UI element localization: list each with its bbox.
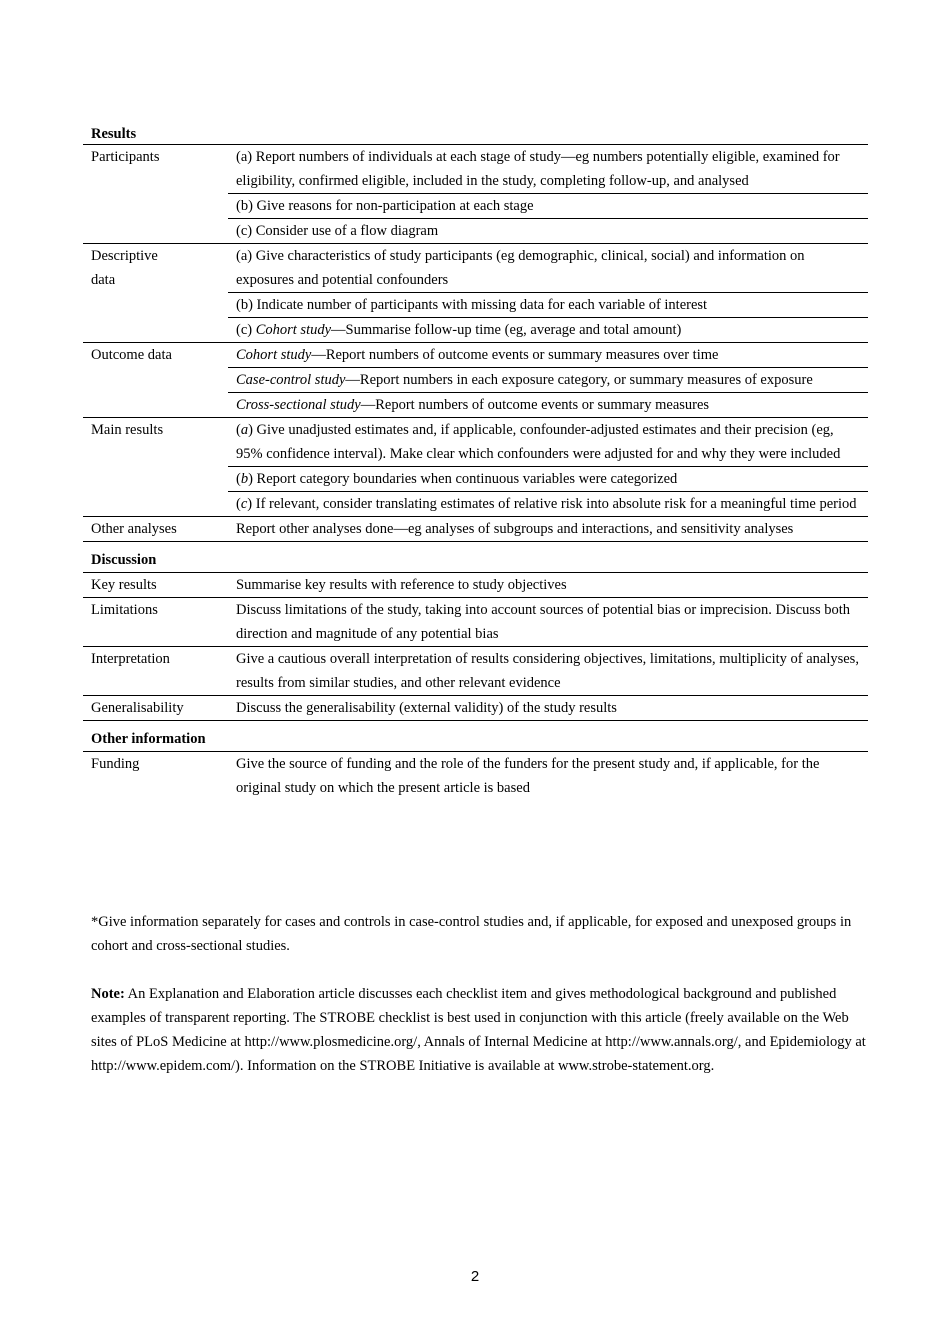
section-heading-results: Results [83,124,868,145]
item-participants-b: (b) Give reasons for non-participation at each stage [228,194,868,219]
table-row [83,244,868,293]
item-other-analyses: Report other analyses done—eg analyses of subgroups and interactions, and sensitivity analyses [228,517,868,542]
item-descriptive-a: (a) Give characteristics of study participants (eg demographic, clinical, social) and information on exposures and potential confounders [228,244,868,293]
topic-key-results: Key results [83,573,228,598]
topic-descriptive-data: Descriptive data [83,244,228,343]
section-row-discussion [83,542,868,573]
section-heading-discussion: Discussion [83,542,868,573]
note-label: Note: [91,986,125,1002]
item-main-b: (b) Report category boundaries when continuous variables were categorized [228,467,868,492]
item-outcome-cross-sectional: Cross-sectional study—Report numbers of outcome events or summary measures [228,393,868,418]
item-interpretation: Give a cautious overall interpretation of results considering objectives, limitations, multiplicity of analyses, results from similar studies, and other relevant evidence [228,647,868,696]
section-row-results [83,124,868,145]
table-row [83,647,868,696]
item-descriptive-c: (c) Cohort study—Summarise follow-up time (eg, average and total amount) [228,318,868,343]
section-row-other-information [83,721,868,752]
table-row [83,418,868,467]
checklist-page [83,124,868,800]
table-row [83,752,868,801]
table-row [83,343,868,368]
page-number: 2 [470,1268,480,1285]
topic-funding: Funding [91,756,140,772]
item-key-results: Summarise key results with reference to study objectives [228,573,868,598]
section-heading-other-information: Other information [83,721,868,752]
item-funding: Give the source of funding and the role of the funders for the present study and, if applicable, for the original study on which the present article is based [236,756,820,796]
topic-generalisability: Generalisability [83,696,228,721]
item-outcome-cohort: Cohort study—Report numbers of outcome events or summary measures over time [228,343,868,368]
strobe-checklist-table [83,124,868,800]
item-participants-c: (c) Consider use of a flow diagram [228,219,868,244]
item-main-a: (a) Give unadjusted estimates and, if applicable, confounder-adjusted estimates and their precision (eg, 95% confidence interval). Make clear which confounders were adjusted for and why they were included [228,418,868,467]
table-row [83,696,868,721]
note-paragraph [91,982,866,1078]
table-row [83,517,868,542]
topic-other-analyses: Other analyses [83,517,228,542]
table-row [83,145,868,194]
item-generalisability: Discuss the generalisability (external validity) of the study results [228,696,868,721]
item-descriptive-b: (b) Indicate number of participants with missing data for each variable of interest [228,293,868,318]
table-row [83,598,868,647]
notes-block [91,910,866,1102]
topic-main-results: Main results [83,418,228,517]
table-row [83,573,868,598]
topic-interpretation: Interpretation [83,647,228,696]
item-outcome-case-control: Case-control study—Report numbers in each exposure category, or summary measures of exposure [228,368,868,393]
item-participants-a: (a) Report numbers of individuals at each stage of study—eg numbers potentially eligible, examined for eligibility, confirmed eligible, included in the study, completing follow-up, and analysed [228,145,868,194]
item-limitations: Discuss limitations of the study, taking into account sources of potential bias or imprecision. Discuss both direction and magnitude of any potential bias [228,598,868,647]
item-main-c: (c) If relevant, consider translating estimates of relative risk into absolute risk for a meaningful time period [228,492,868,517]
topic-outcome-data: Outcome data [83,343,228,418]
topic-participants: Participants [83,145,228,244]
footnote: *Give information separately for cases and controls in case-control studies and, if applicable, for exposed and unexposed groups in cohort and cross-sectional studies. [91,914,852,954]
note-text: An Explanation and Elaboration article discusses each checklist item and gives methodological background and published examples of transparent reporting. The STROBE checklist is best used in conjunction with this article (freely available on the Web sites of PLoS Medicine at http://www.plosmedicine.org/, Annals of Internal Medicine at http://www.annals.org/, and Epidemiology at http://www.epidem.com/). Information on the STROBE Initiative is available at www.strobe-statement.org. [91,986,866,1074]
topic-limitations: Limitations [83,598,228,647]
